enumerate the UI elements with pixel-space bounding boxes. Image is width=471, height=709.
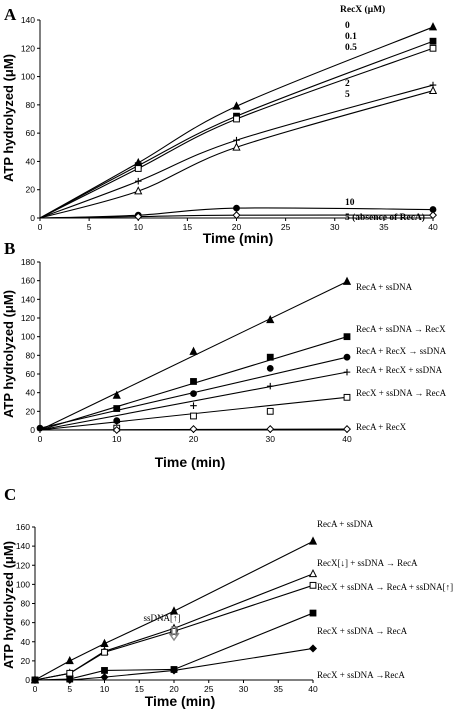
x-tick-label: 10 — [112, 434, 122, 444]
y-tick-label: 60 — [25, 369, 35, 379]
series-label: RecA + ssDNA — [317, 519, 374, 529]
x-tick-label: 0 — [37, 222, 43, 232]
series-label: RecA + RecX → ssDNA — [356, 346, 447, 356]
y-tick-label: 140 — [20, 15, 35, 25]
series-label: 0 — [345, 21, 350, 31]
data-point — [234, 116, 240, 122]
x-tick-label: 25 — [280, 222, 291, 232]
x-tick-label: 5 — [86, 222, 92, 232]
data-point — [267, 366, 273, 372]
data-point — [430, 45, 436, 51]
series-0-1 — [40, 32, 436, 218]
data-point — [267, 408, 273, 414]
y-tick-label: 180 — [20, 257, 35, 267]
x-tick-label: 10 — [99, 684, 110, 694]
data-point — [430, 38, 436, 44]
series-line — [35, 648, 313, 680]
x-tick-label: 30 — [330, 222, 340, 232]
data-point — [344, 334, 350, 340]
panel-c-y-axis-label: ATP hydrolyzed (μM) — [1, 540, 16, 670]
y-tick-label: 80 — [20, 598, 30, 609]
series-recx-ssdna-reca — [32, 558, 418, 683]
x-tick-label: 30 — [238, 684, 249, 694]
y-tick-label: 160 — [20, 275, 35, 286]
y-tick-label: 80 — [25, 99, 35, 110]
series-label: 10 — [345, 198, 355, 208]
y-tick-label: 160 — [15, 522, 30, 532]
y-tick-label: 140 — [15, 541, 30, 552]
y-tick-label: 0 — [25, 675, 30, 685]
panel-b — [1, 239, 447, 470]
data-point — [102, 649, 108, 655]
series-line — [40, 91, 433, 218]
x-tick-label: 40 — [342, 434, 352, 444]
x-tick-label: 20 — [188, 434, 199, 444]
y-tick-label: 140 — [20, 294, 35, 305]
series-line — [40, 27, 433, 218]
x-tick-label: 20 — [231, 222, 242, 232]
y-tick-label: 40 — [25, 387, 35, 398]
x-tick-label: 35 — [273, 684, 283, 694]
y-tick-label: 20 — [25, 184, 35, 195]
panel-a-legend-title: RecX (μM) — [340, 5, 386, 15]
data-point — [344, 354, 350, 360]
y-tick-label: 100 — [20, 331, 35, 342]
series-label: 5 — [345, 90, 350, 100]
data-point — [135, 166, 141, 172]
series-label: RecX + ssDNA →RecA — [317, 670, 405, 680]
x-tick-label: 0 — [37, 434, 43, 444]
data-point — [66, 657, 73, 664]
panel-c-x-axis-label: Time (min) — [144, 693, 216, 709]
x-tick-label: 0 — [32, 684, 38, 694]
data-point — [310, 582, 316, 588]
y-tick-label: 100 — [15, 579, 30, 590]
data-point — [190, 402, 197, 409]
data-point — [234, 205, 240, 211]
data-point — [191, 379, 197, 385]
panel-c — [1, 485, 453, 709]
series-label: 5 (absence of RecA) — [345, 213, 425, 223]
data-point — [310, 610, 316, 616]
data-point — [310, 538, 317, 545]
y-tick-label: 20 — [20, 655, 30, 666]
x-tick-label: 15 — [134, 684, 144, 694]
data-point — [135, 178, 142, 185]
panel-a-x-axis-label: Time (min) — [202, 230, 274, 246]
panel-c-letter: C — [4, 485, 17, 504]
y-tick-label: 120 — [20, 313, 35, 323]
y-tick-label: 0 — [30, 425, 35, 435]
data-point — [190, 348, 197, 355]
data-point — [191, 391, 197, 397]
x-tick-label: 40 — [428, 222, 438, 232]
series-label: RecX + ssDNA → RecA + ssDNA[↑] — [317, 582, 454, 592]
series-line — [40, 48, 433, 218]
data-point — [113, 392, 120, 399]
series-label: RecX[↓] + ssDNA → RecA — [317, 558, 418, 568]
series-label: RecA + ssDNA → RecX — [356, 324, 446, 334]
x-tick-label: 30 — [265, 434, 275, 444]
y-tick-label: 0 — [30, 213, 35, 223]
series-0-5 — [40, 43, 436, 218]
y-tick-label: 20 — [25, 406, 35, 417]
y-tick-label: 60 — [25, 128, 35, 139]
x-tick-label: 20 — [169, 684, 179, 694]
data-point — [102, 668, 108, 674]
y-tick-label: 120 — [15, 560, 30, 571]
series-label: 2 — [345, 79, 350, 89]
data-point — [430, 87, 437, 94]
panel-b-x-axis-label: Time (min) — [154, 454, 226, 470]
data-point — [310, 645, 317, 652]
x-tick-label: 40 — [308, 684, 318, 694]
data-point — [430, 212, 437, 219]
panel-b-y-axis-label: ATP hydrolyzed (μM) — [1, 289, 16, 419]
series-label: RecX + ssDNA → RecA — [356, 388, 447, 398]
data-point — [344, 426, 351, 433]
y-tick-label: 60 — [20, 617, 30, 628]
data-point — [267, 383, 274, 390]
data-point — [267, 354, 273, 360]
series-label: RecA + RecX — [356, 422, 407, 432]
series-label: 0.1 — [345, 32, 357, 42]
y-tick-label: 40 — [20, 636, 30, 647]
panel-b-letter: B — [4, 239, 16, 258]
data-point — [310, 570, 317, 577]
x-tick-label: 5 — [67, 684, 73, 694]
data-point — [267, 426, 274, 433]
series-line — [40, 41, 433, 218]
series-label: RecA + ssDNA — [356, 282, 413, 292]
y-tick-label: 120 — [20, 43, 35, 54]
x-tick-label: 35 — [379, 222, 389, 232]
data-point — [67, 670, 73, 676]
ssdna-annotation: ssDNA[↑] — [143, 613, 181, 623]
data-point — [430, 23, 437, 30]
y-tick-label: 80 — [25, 350, 35, 361]
panel-a-letter: A — [4, 5, 17, 24]
data-point — [344, 369, 351, 376]
y-tick-label: 40 — [25, 156, 35, 167]
data-point — [101, 674, 108, 681]
panel-a — [1, 4, 438, 246]
x-tick-label: 25 — [204, 684, 214, 694]
series-label: RecA + RecX + ssDNA — [356, 365, 443, 375]
data-point — [233, 212, 240, 219]
series-label: RecX + ssDNA → RecA — [317, 626, 408, 636]
x-tick-label: 15 — [182, 222, 193, 232]
data-point — [344, 278, 351, 285]
y-tick-label: 100 — [20, 71, 35, 82]
x-tick-label: 10 — [133, 222, 143, 232]
panel-a-y-axis-label: ATP hydrolyzed (μM) — [1, 53, 16, 183]
data-point — [191, 413, 197, 419]
series-label: 0.5 — [345, 43, 357, 53]
data-point — [344, 394, 350, 400]
data-point — [190, 426, 197, 433]
